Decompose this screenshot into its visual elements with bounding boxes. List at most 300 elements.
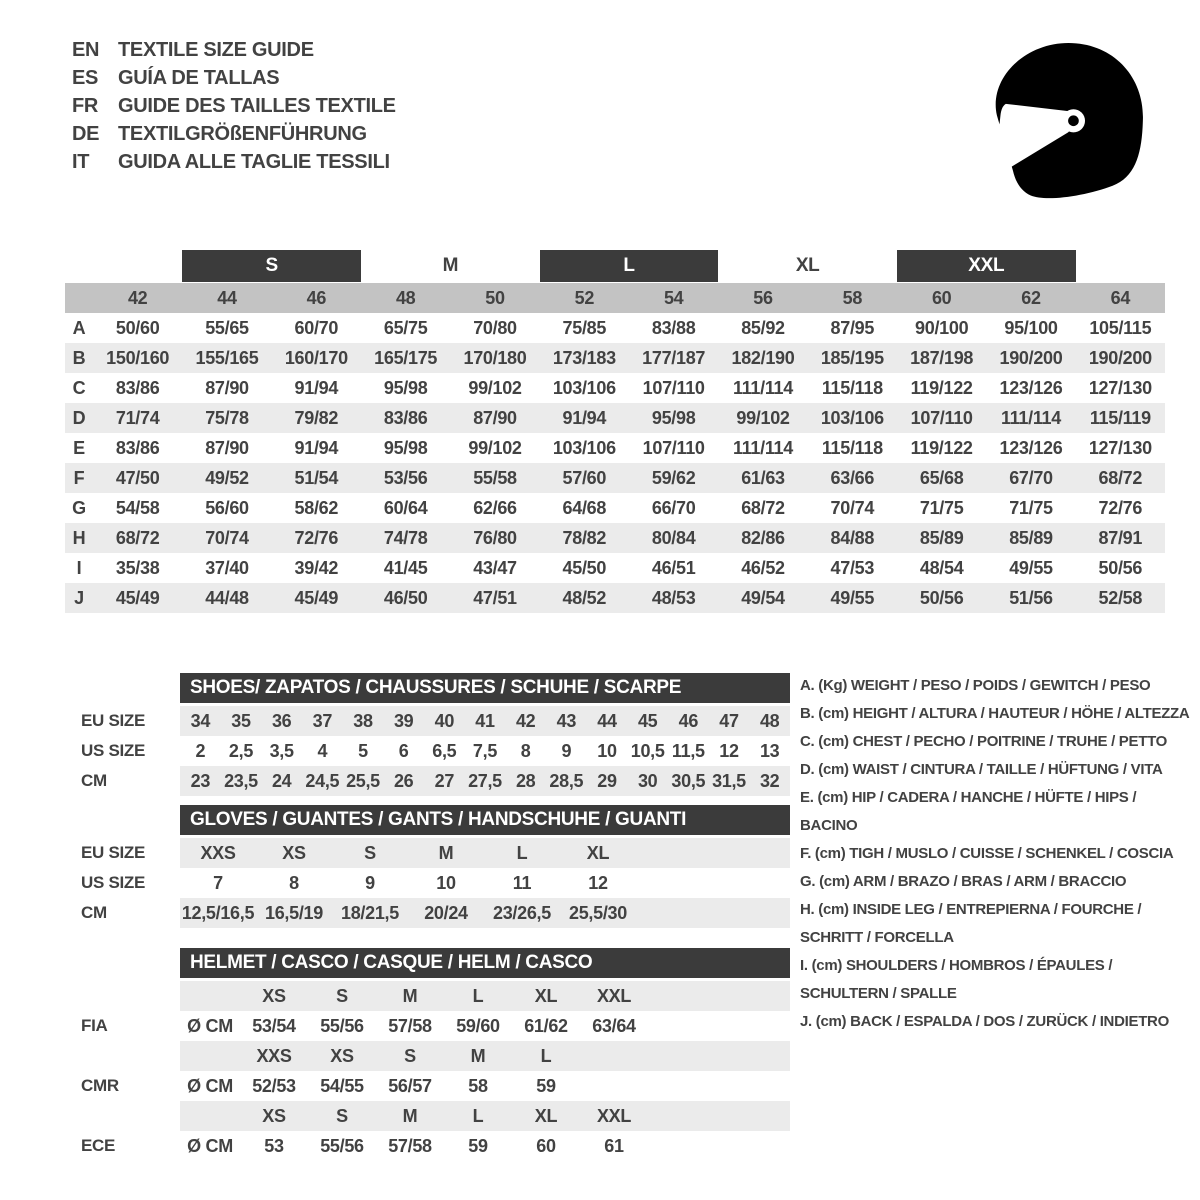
language-code: EN (72, 38, 100, 61)
size-value: 47/51 (473, 587, 517, 608)
size-value: 90/100 (915, 317, 969, 338)
size-value: 7,5 (472, 740, 498, 761)
size-value: 190/200 (1088, 347, 1152, 368)
size-value: 45/50 (562, 557, 607, 578)
size-value: 79/82 (294, 407, 339, 428)
size-value: 45 (627, 706, 668, 736)
size-value: 55/65 (205, 317, 249, 338)
size-value: 49/55 (1009, 557, 1053, 578)
size-value: 59/60 (456, 1015, 500, 1036)
helmet-size: XS (240, 1101, 308, 1131)
helmet-size: M (376, 1101, 444, 1131)
size-value: 107/110 (642, 437, 705, 458)
size-value: 83/88 (651, 317, 696, 338)
helmet-size: M (376, 981, 444, 1011)
shoes-size-table (65, 673, 790, 796)
helmet-size: XXL (580, 1101, 648, 1131)
measurement-row (65, 403, 1165, 433)
size-value: 115/118 (821, 437, 883, 458)
size-value: 123/126 (999, 437, 1063, 458)
size-value: 52/53 (252, 1075, 296, 1096)
legend-item: I. (cm) SHOULDERS / HOMBROS / ÉPAULES / SCHULTERN / SPALLE (800, 957, 1113, 1002)
size-value: 34 (180, 706, 221, 736)
shoes-section-row (65, 736, 790, 766)
size-value: 25,5/30 (560, 898, 636, 928)
legend-item: A. (Kg) WEIGHT / PESO / POIDS / GEWITCH / PESO (800, 677, 1151, 694)
guide-title: GUIDA ALLE TAGLIE TESSILI (118, 150, 390, 173)
size-value: 78/82 (562, 527, 607, 548)
size-value: 12 (588, 872, 608, 893)
size-value: 70/80 (473, 317, 517, 338)
size-value: 9 (561, 740, 572, 761)
row-label: US SIZE (65, 736, 180, 766)
helmet-sizes-row (65, 981, 790, 1011)
helmet-size: XL (512, 981, 580, 1011)
size-value: 68/72 (115, 527, 160, 548)
size-value: 70/74 (205, 527, 249, 548)
size-value: 24 (261, 766, 302, 796)
size-value: 63/64 (592, 1015, 636, 1036)
size-value: 45/49 (115, 587, 160, 608)
size-value: 75/85 (562, 317, 607, 338)
size-value: 83/86 (383, 407, 428, 428)
size-value: 64/68 (562, 497, 607, 518)
size-value: 61 (604, 1135, 624, 1156)
size-value: 56/60 (205, 497, 249, 518)
size-value: 66/70 (651, 497, 696, 518)
guide-title: TEXTILE SIZE GUIDE (118, 38, 314, 61)
size-value: 87/95 (830, 317, 875, 338)
size-value: 23,5 (221, 766, 262, 796)
size-value: 61/63 (741, 467, 785, 488)
size-value: 50/56 (919, 587, 964, 608)
legend-item: J. (cm) BACK / ESPALDA / DOS / ZURÜCK / INDIETRO (800, 1013, 1169, 1030)
size-value: 48/52 (562, 587, 607, 608)
size-value: 5 (358, 740, 368, 761)
measurement-legend (800, 672, 1192, 1036)
size-value: 48/54 (919, 557, 964, 578)
size-value: 91/94 (562, 407, 607, 428)
filler (648, 1071, 790, 1101)
size-value: 75/78 (205, 407, 249, 428)
gloves-section-row (65, 838, 790, 868)
numeric-size: 52 (574, 287, 595, 308)
size-value: 47/50 (115, 467, 160, 488)
numeric-size: 42 (127, 287, 148, 308)
measurement-row (65, 583, 1165, 613)
size-value: 18/21,5 (332, 898, 408, 928)
helmet-values-row (65, 1011, 790, 1041)
unit-spacer (180, 1041, 240, 1071)
row-letter: B (72, 347, 86, 368)
numeric-size: 50 (485, 287, 505, 308)
size-value: 103/106 (552, 377, 616, 398)
numeric-size: 54 (663, 287, 684, 308)
size-value: 65/68 (919, 467, 964, 488)
size-value: 87/90 (473, 407, 517, 428)
size-value: 46/50 (383, 587, 428, 608)
size-value: 27,5 (465, 766, 506, 796)
size-value: 87/90 (205, 377, 249, 398)
size-value: 9 (365, 872, 375, 893)
filler (636, 868, 790, 898)
size-value: 7 (213, 872, 223, 893)
size-value: 103/106 (552, 437, 616, 458)
size-value: 60/64 (383, 497, 428, 518)
row-letter: C (72, 377, 86, 398)
size-value: 111/114 (732, 377, 793, 398)
size-value: 190/200 (999, 347, 1063, 368)
size-value: 107/110 (642, 377, 705, 398)
size-value: 80/84 (651, 527, 696, 548)
helmet-size: S (308, 981, 376, 1011)
size-value: 82/86 (741, 527, 785, 548)
size-value: 50/60 (115, 317, 160, 338)
size-value: 37 (302, 706, 343, 736)
size-value: 65/75 (383, 317, 428, 338)
helmet-values-row (65, 1131, 790, 1161)
size-value: 58 (468, 1075, 488, 1096)
measurement-rows (65, 313, 1165, 613)
size-value: 12 (719, 740, 739, 761)
numeric-size: 44 (217, 287, 237, 308)
size-value: 54/58 (115, 497, 160, 518)
helmet-size-table (65, 948, 790, 1161)
size-value: 28 (505, 766, 546, 796)
size-value: 24,5 (302, 766, 343, 796)
row-label: CM (65, 766, 180, 796)
row-letter: A (72, 317, 86, 338)
legend-item: H. (cm) INSIDE LEG / ENTREPIERNA / FOURCHE / SCHRITT / FORCELLA (800, 901, 1142, 946)
diameter-unit: Ø CM (187, 1075, 233, 1096)
size-value: 57/60 (562, 467, 607, 488)
row-label (65, 1101, 180, 1131)
numeric-size: 64 (1110, 287, 1131, 308)
size-value (580, 1071, 648, 1101)
size-value: 170/180 (463, 347, 527, 368)
language-title-list (72, 36, 396, 176)
helmet-size: L (444, 981, 512, 1011)
size-value: 119/122 (910, 377, 973, 398)
legend-item: B. (cm) HEIGHT / ALTURA / HAUTEUR / HÖHE / ALTEZZA (800, 705, 1190, 722)
helmet-size: XXS (240, 1041, 308, 1071)
gloves-section-row (65, 898, 790, 928)
size-value: 74/78 (383, 527, 428, 548)
size-value: 40 (424, 706, 465, 736)
numeric-size: 62 (1021, 287, 1041, 308)
size-label-l: L (540, 250, 719, 282)
size-value: 55/56 (320, 1015, 364, 1036)
row-label: CM (65, 898, 180, 928)
language-row (72, 120, 396, 148)
numeric-size: 48 (395, 287, 416, 308)
row-label: FIA (65, 1011, 180, 1041)
measurement-row (65, 493, 1165, 523)
size-value: 30,5 (668, 766, 709, 796)
size-value: 53/54 (252, 1015, 296, 1036)
size-value: 70/74 (830, 497, 875, 518)
filler (648, 1041, 790, 1071)
size-value: 8 (289, 872, 299, 893)
size-value: 111/114 (1000, 407, 1061, 428)
size-value: 85/89 (1009, 527, 1053, 548)
size-value: 99/102 (468, 377, 522, 398)
shoes-section-row (65, 766, 790, 796)
size-value: 4 (317, 740, 328, 761)
helmet-size: S (308, 1101, 376, 1131)
size-value: 48 (749, 706, 790, 736)
size-value: 23/26,5 (484, 898, 560, 928)
size-value: 187/198 (910, 347, 974, 368)
filler (636, 898, 790, 928)
size-value: 55/56 (320, 1135, 364, 1156)
unit-spacer (180, 981, 240, 1011)
row-label: ECE (65, 1131, 180, 1161)
guide-title: TEXTILGRÖßENFÜHRUNG (118, 122, 367, 145)
row-letter: G (72, 497, 86, 518)
size-value: 8 (520, 740, 531, 761)
size-value: 83/86 (115, 377, 160, 398)
size-value: 42 (505, 706, 546, 736)
size-value: 119/122 (910, 437, 973, 458)
gloves-section-title: GLOVES / GUANTES / GANTS / HANDSCHUHE / GUANTI (180, 805, 790, 835)
size-value: 44/48 (205, 587, 249, 608)
size-label-xxl: XXL (897, 250, 1076, 282)
size-value: 29 (587, 766, 628, 796)
helmet-size: M (444, 1041, 512, 1071)
size-value: 35 (221, 706, 262, 736)
measurement-row (65, 433, 1165, 463)
size-label-m: M (442, 255, 459, 276)
size-value: 127/130 (1088, 377, 1152, 398)
size-value: 55/58 (473, 467, 517, 488)
size-value: 39 (383, 706, 424, 736)
size-value: 54/55 (320, 1075, 364, 1096)
gloves-size-table (65, 805, 790, 928)
size-value: 43/47 (473, 557, 517, 578)
helmet-size: XS (308, 1041, 376, 1071)
size-value: 48/53 (651, 587, 696, 608)
language-row (72, 36, 396, 64)
size-value: 43 (546, 706, 587, 736)
size-value: 26 (383, 766, 424, 796)
row-letter: E (73, 437, 85, 458)
textile-size-table (65, 250, 1165, 613)
measurement-row (65, 523, 1165, 553)
size-value: 49/52 (205, 467, 249, 488)
size-value: 10 (597, 740, 617, 761)
guide-title: GUÍA DE TALLAS (118, 66, 280, 89)
helmet-size: XXL (580, 981, 648, 1011)
size-value: 31,5 (709, 766, 750, 796)
size-value: XL (560, 838, 636, 868)
size-value: M (408, 838, 484, 868)
size-value: 68/72 (741, 497, 785, 518)
size-value: 99/102 (468, 437, 522, 458)
unit-spacer (180, 1101, 240, 1131)
size-value: 165/175 (374, 347, 438, 368)
size-value: 51/56 (1009, 587, 1053, 608)
size-value: 85/89 (919, 527, 964, 548)
size-value: 10 (436, 872, 456, 893)
size-value: 177/187 (642, 347, 706, 368)
size-value: 115/119 (1089, 407, 1151, 428)
filler (648, 1101, 790, 1131)
helmet-size: S (376, 1041, 444, 1071)
size-value: 30 (627, 766, 668, 796)
size-value: 2,5 (228, 740, 254, 761)
size-value: S (332, 838, 408, 868)
gloves-section-row (65, 868, 790, 898)
size-value: 173/183 (552, 347, 616, 368)
size-value: 58/62 (294, 497, 339, 518)
size-value: 6 (398, 740, 409, 761)
helmet-sizes-row (65, 1041, 790, 1071)
size-value: 46 (668, 706, 709, 736)
language-row (72, 64, 396, 92)
size-value: 53 (264, 1135, 284, 1156)
size-value: 105/115 (1089, 317, 1152, 338)
diameter-unit: Ø CM (187, 1015, 233, 1036)
size-value: 107/110 (910, 407, 973, 428)
measurement-row (65, 553, 1165, 583)
size-value: 23 (180, 766, 221, 796)
size-value: 72/76 (294, 527, 339, 548)
row-label (65, 981, 180, 1011)
size-value: 50/56 (1098, 557, 1143, 578)
size-value: 83/86 (115, 437, 160, 458)
row-letter: J (74, 587, 84, 608)
size-value: 53/56 (383, 467, 428, 488)
size-value: 71/75 (919, 497, 964, 518)
size-value: 13 (759, 740, 780, 761)
size-value: XXS (180, 838, 256, 868)
size-value: 59 (536, 1075, 556, 1096)
size-value: 103/106 (820, 407, 884, 428)
size-value: 99/102 (736, 407, 790, 428)
size-value: 46/51 (651, 557, 696, 578)
size-value: 95/100 (1004, 317, 1058, 338)
size-value: 47 (709, 706, 750, 736)
row-label: CMR (65, 1071, 180, 1101)
size-value: 185/195 (820, 347, 884, 368)
numeric-size: 56 (753, 287, 773, 308)
size-value: 155/165 (195, 347, 259, 368)
measurement-row (65, 373, 1165, 403)
language-code: FR (72, 94, 99, 117)
size-value: 91/94 (294, 437, 339, 458)
size-value: 45/49 (294, 587, 339, 608)
helmet-size: XS (240, 981, 308, 1011)
size-value: 36 (261, 706, 302, 736)
size-value: 28,5 (546, 766, 587, 796)
size-value: 12,5/16,5 (180, 898, 256, 928)
language-row (72, 92, 396, 120)
size-value: L (484, 838, 560, 868)
size-value: 71/75 (1009, 497, 1053, 518)
language-code: IT (72, 150, 90, 173)
size-value: 61/62 (524, 1015, 568, 1036)
size-value: 160/170 (284, 347, 348, 368)
helmet-size (580, 1041, 648, 1071)
shoes-section-title: SHOES/ ZAPATOS / CHAUSSURES / SCHUHE / SCARPE (180, 673, 790, 703)
size-value: 59 (468, 1135, 488, 1156)
size-value: 95/98 (383, 377, 428, 398)
size-value: 51/54 (294, 467, 339, 488)
row-label: EU SIZE (65, 706, 180, 736)
size-value: 111/114 (732, 437, 793, 458)
size-value: 16,5/19 (256, 898, 332, 928)
filler (648, 1131, 790, 1161)
size-value: 60/70 (294, 317, 339, 338)
size-value: 59/62 (651, 467, 696, 488)
size-value: 25,5 (343, 766, 384, 796)
measurement-row (65, 313, 1165, 343)
numeric-size: 60 (931, 287, 952, 308)
size-value: 95/98 (651, 407, 696, 428)
numeric-size: 58 (842, 287, 863, 308)
size-value: 85/92 (741, 317, 785, 338)
size-value: 2 (195, 740, 206, 761)
size-value: 47/53 (830, 557, 875, 578)
size-value: 44 (587, 706, 628, 736)
helmet-size: L (444, 1101, 512, 1131)
size-value: 3,5 (269, 740, 294, 761)
helmet-sizes-row (65, 1101, 790, 1131)
size-value: 46/52 (741, 557, 785, 578)
size-value: 91/94 (294, 377, 339, 398)
legend-item: D. (cm) WAIST / CINTURA / TAILLE / HÜFTUNG / VITA (800, 761, 1163, 778)
size-value: 71/74 (115, 407, 160, 428)
size-value: 95/98 (383, 437, 428, 458)
diameter-unit: Ø CM (187, 1135, 233, 1156)
filler (636, 838, 790, 868)
size-letter-header-row (65, 250, 1165, 282)
size-value: XS (256, 838, 332, 868)
helmet-section-title: HELMET / CASCO / CASQUE / HELM / CASCO (180, 948, 790, 978)
legend-item: G. (cm) ARM / BRAZO / BRAS / ARM / BRACCIO (800, 873, 1127, 890)
size-value: 115/118 (821, 377, 883, 398)
legend-item: F. (cm) TIGH / MUSLO / CUISSE / SCHENKEL / COSCIA (800, 845, 1174, 862)
numeric-size: 46 (306, 287, 327, 308)
band-spacer (65, 283, 93, 313)
size-value: 49/55 (830, 587, 875, 608)
measurement-row (65, 343, 1165, 373)
language-code: DE (72, 122, 100, 145)
row-label (65, 1041, 180, 1071)
size-value: 84/88 (830, 527, 875, 548)
size-value: 37/40 (205, 557, 249, 578)
size-value: 57/58 (388, 1135, 432, 1156)
size-value: 72/76 (1098, 497, 1143, 518)
size-value: 41/45 (383, 557, 428, 578)
row-label: EU SIZE (65, 838, 180, 868)
size-value: 67/70 (1009, 467, 1053, 488)
size-value: 39/42 (294, 557, 339, 578)
row-letter: D (72, 407, 86, 428)
size-value: 11 (512, 872, 532, 893)
size-value: 27 (424, 766, 465, 796)
size-value: 57/58 (388, 1015, 432, 1036)
row-letter: H (72, 527, 86, 548)
size-value: 123/126 (999, 377, 1063, 398)
size-value: 60 (536, 1135, 556, 1156)
size-value: 32 (749, 766, 790, 796)
size-value: 76/80 (473, 527, 517, 548)
size-value: 52/58 (1098, 587, 1143, 608)
size-value: 11,5 (671, 740, 705, 761)
numeric-size-band (65, 283, 1165, 313)
